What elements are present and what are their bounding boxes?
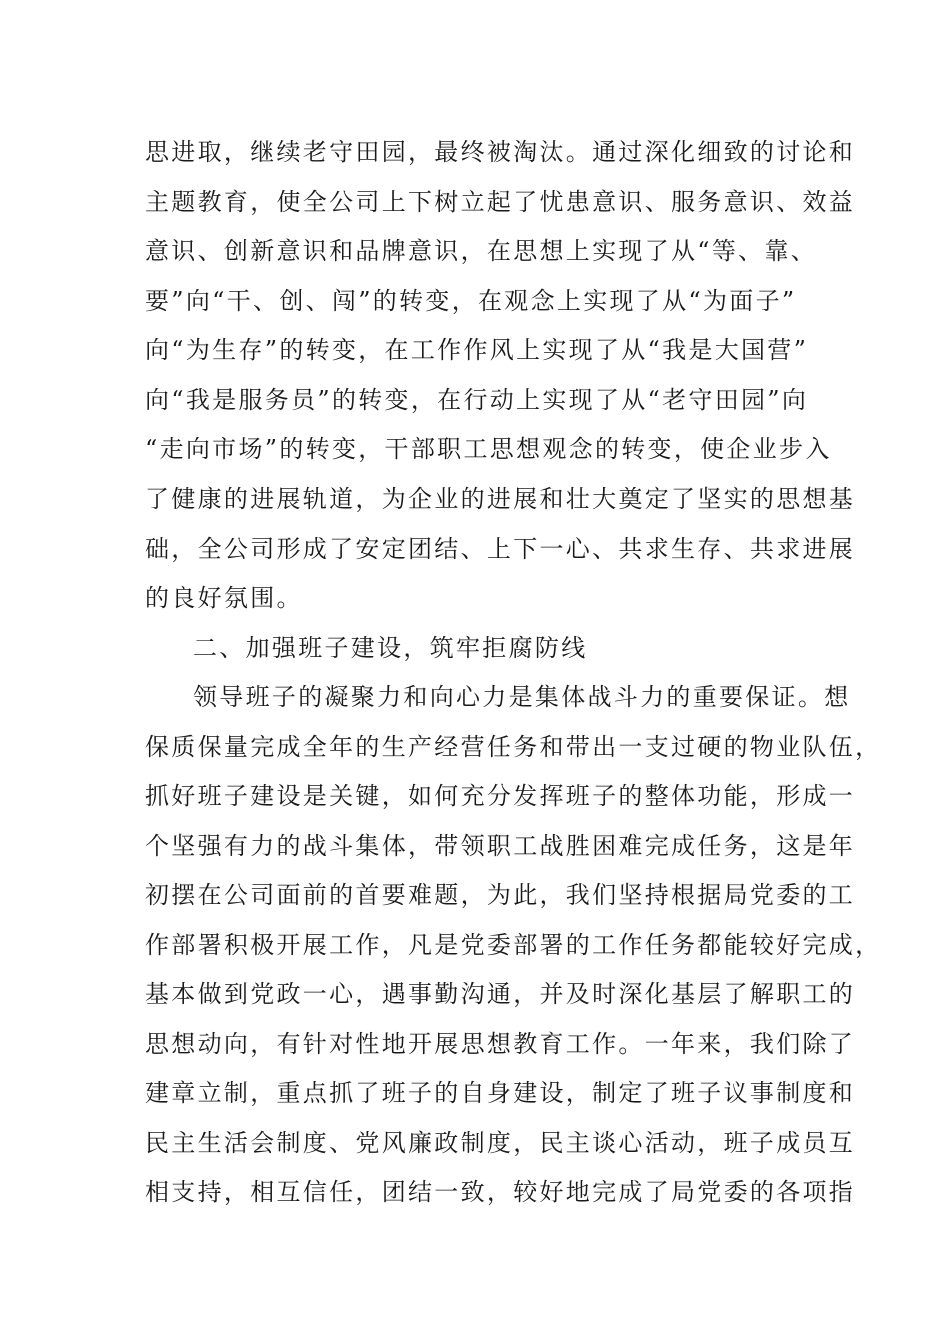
paragraph-line: 向“为生存”的转变，在工作作风上实现了从“我是大国营” xyxy=(145,336,809,364)
paragraph-line: 民主生活会制度、党风廉政制度，民主谈心活动，班子成员互 xyxy=(145,1129,856,1157)
paragraph-line: 的良好氛围。 xyxy=(145,584,303,612)
paragraph-line: 思想动向，有针对性地开展思想教育工作。一年来，我们除了 xyxy=(145,1030,856,1058)
paragraph-line: 主题教育，使全公司上下树立起了忧患意识、服务意识、效益 xyxy=(145,188,856,216)
paragraph-line: 保质保量完成全年的生产经营任务和带出一支过硬的物业队伍， xyxy=(145,733,882,761)
paragraph-line: 相支持，相互信任，团结一致，较好地完成了局党委的各项指 xyxy=(145,1178,856,1206)
paragraph-line: 础，全公司形成了安定团结、上下一心、共求生存、共求进展 xyxy=(145,535,856,563)
section-heading: 二、加强班子建设，筑牢拒腐防线 xyxy=(193,634,588,662)
paragraph-line: 意识、创新意识和品牌意识，在思想上实现了从“等、靠、 xyxy=(145,237,818,265)
paragraph-line: 作部署积极开展工作，凡是党委部署的工作任务都能较好完成， xyxy=(145,931,882,959)
paragraph-line: 了健康的进展轨道，为企业的进展和壮大奠定了坚实的思想基 xyxy=(145,485,856,513)
paragraph-line: 要”向“干、创、闯”的转变，在观念上实现了从“为面子” xyxy=(145,287,797,315)
paragraph-line: 建章立制，重点抓了班子的自身建设，制定了班子议事制度和 xyxy=(145,1079,856,1107)
paragraph-line: 初摆在公司面前的首要难题，为此，我们坚持根据局党委的工 xyxy=(145,881,856,909)
paragraph-line: 领导班子的凝聚力和向心力是集体战斗力的重要保证。想 xyxy=(193,683,851,711)
paragraph-line: 基本做到党政一心，遇事勤沟通，并及时深化基层了解职工的 xyxy=(145,980,856,1008)
paragraph-line: 思进取，继续老守田园，最终被淘汰。通过深化细致的讨论和 xyxy=(145,138,856,166)
paragraph-line: 向“我是服务员”的转变，在行动上实现了从“老守田园”向 xyxy=(145,386,809,414)
paragraph-line: “走向市场”的转变，干部职工思想观念的转变，使企业步入 xyxy=(145,435,832,463)
paragraph-line: 个坚强有力的战斗集体，带领职工战胜困难完成任务，这是年 xyxy=(145,832,856,860)
paragraph-line: 抓好班子建设是关键，如何充分发挥班子的整体功能，形成一 xyxy=(145,782,856,810)
